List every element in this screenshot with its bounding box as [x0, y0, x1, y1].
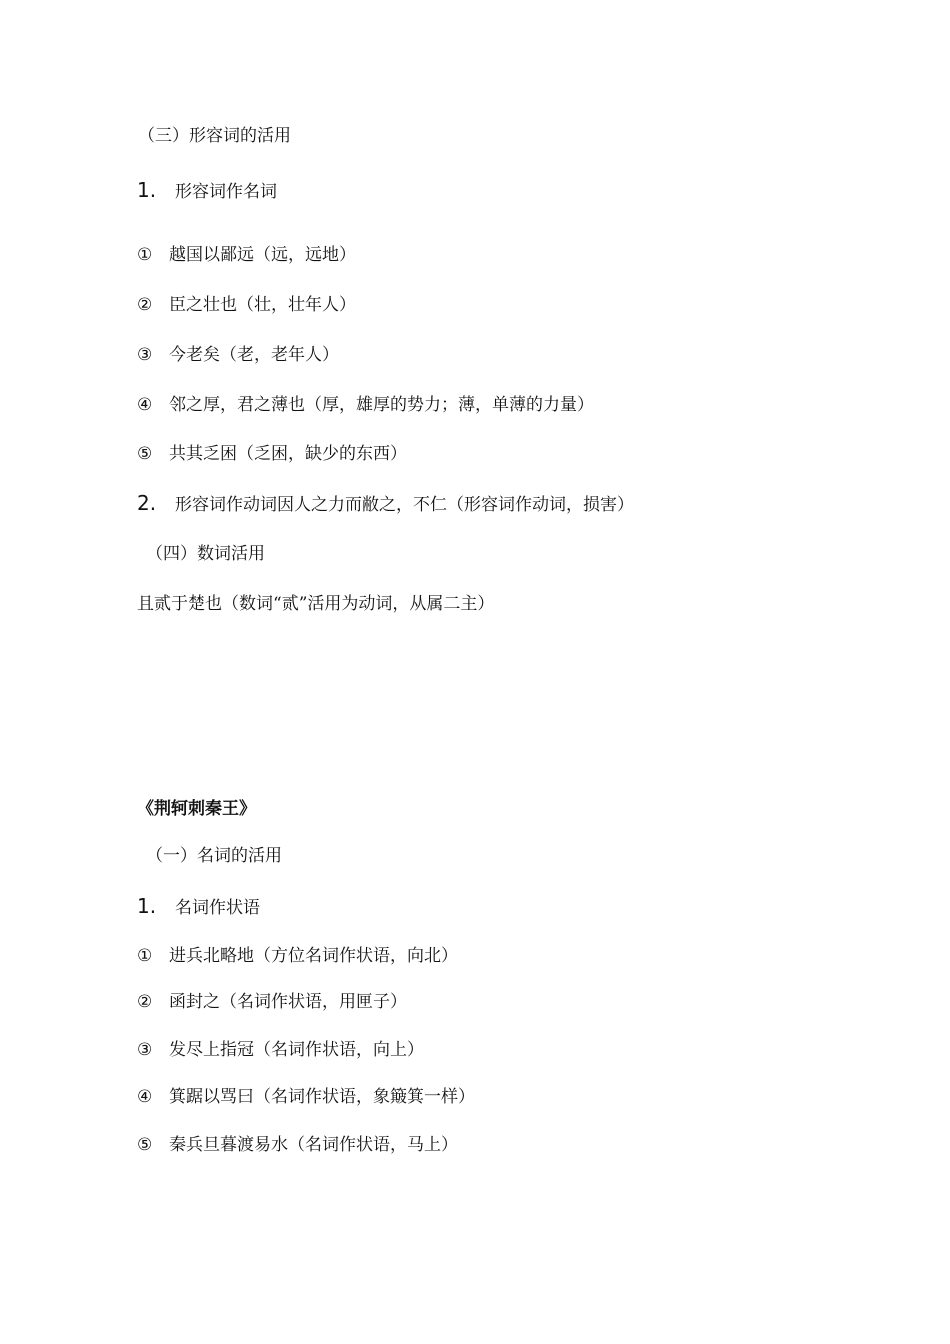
item-title: 名词作状语	[175, 898, 260, 918]
list-item	[137, 945, 458, 967]
article-title: 《荆轲刺秦王》	[137, 799, 256, 819]
item-title: 形容词作名词	[175, 182, 277, 202]
section-heading-adjective-usage: （三）形容词的活用	[138, 126, 291, 146]
example-text: 今老矣（老，老年人）	[169, 345, 339, 365]
example-text: 共其乏困（乏困，缺少的东西）	[169, 444, 407, 464]
item-number: 1.	[137, 178, 157, 202]
example-text: 进兵北略地（方位名词作状语，向北）	[169, 946, 458, 966]
list-item	[137, 294, 356, 316]
item-text: 形容词作动词因人之力而敝之，不仁（形容词作动词，损害）	[175, 495, 634, 515]
list-item	[137, 1039, 424, 1061]
circled-number-marker: ③	[137, 345, 153, 365]
list-item	[137, 1134, 458, 1156]
circled-number-marker: ②	[137, 295, 153, 315]
example-text: 箕踞以骂曰（名词作状语，象簸箕一样）	[169, 1087, 475, 1107]
example-text: 秦兵旦暮渡易水（名词作状语，马上）	[169, 1135, 458, 1155]
example-text: 函封之（名词作状语，用匣子）	[169, 992, 407, 1012]
circled-number-marker: ⑤	[137, 444, 153, 464]
list-item	[137, 394, 594, 416]
example-text: 邻之厚，君之薄也（厚，雄厚的势力；薄，单薄的力量）	[169, 395, 594, 415]
example-text: 越国以鄙远（远，远地）	[169, 245, 356, 265]
item-number: 1.	[137, 894, 157, 918]
section-heading-numeral-usage: （四）数词活用	[146, 544, 265, 564]
circled-number-marker: ④	[137, 1087, 153, 1107]
circled-number-marker: ①	[137, 245, 153, 265]
circled-number-marker: ②	[137, 992, 153, 1012]
paragraph: 且贰于楚也（数词“贰”活用为动词，从属二主）	[137, 594, 495, 614]
list-item-adjective-as-noun	[137, 179, 277, 203]
list-item	[137, 991, 407, 1013]
list-item-adjective-as-verb	[137, 492, 634, 516]
example-text: 发尽上指冠（名词作状语，向上）	[169, 1040, 424, 1060]
list-item-noun-as-adverbial	[137, 895, 260, 919]
list-item	[137, 443, 407, 465]
section-heading-noun-usage: （一）名词的活用	[146, 846, 282, 866]
example-text: 臣之壮也（壮，壮年人）	[169, 295, 356, 315]
list-item	[137, 1086, 475, 1108]
list-item	[137, 344, 339, 366]
circled-number-marker: ③	[137, 1040, 153, 1060]
circled-number-marker: ①	[137, 946, 153, 966]
circled-number-marker: ⑤	[137, 1135, 153, 1155]
item-number: 2.	[137, 491, 157, 515]
circled-number-marker: ④	[137, 395, 153, 415]
list-item	[137, 244, 356, 266]
